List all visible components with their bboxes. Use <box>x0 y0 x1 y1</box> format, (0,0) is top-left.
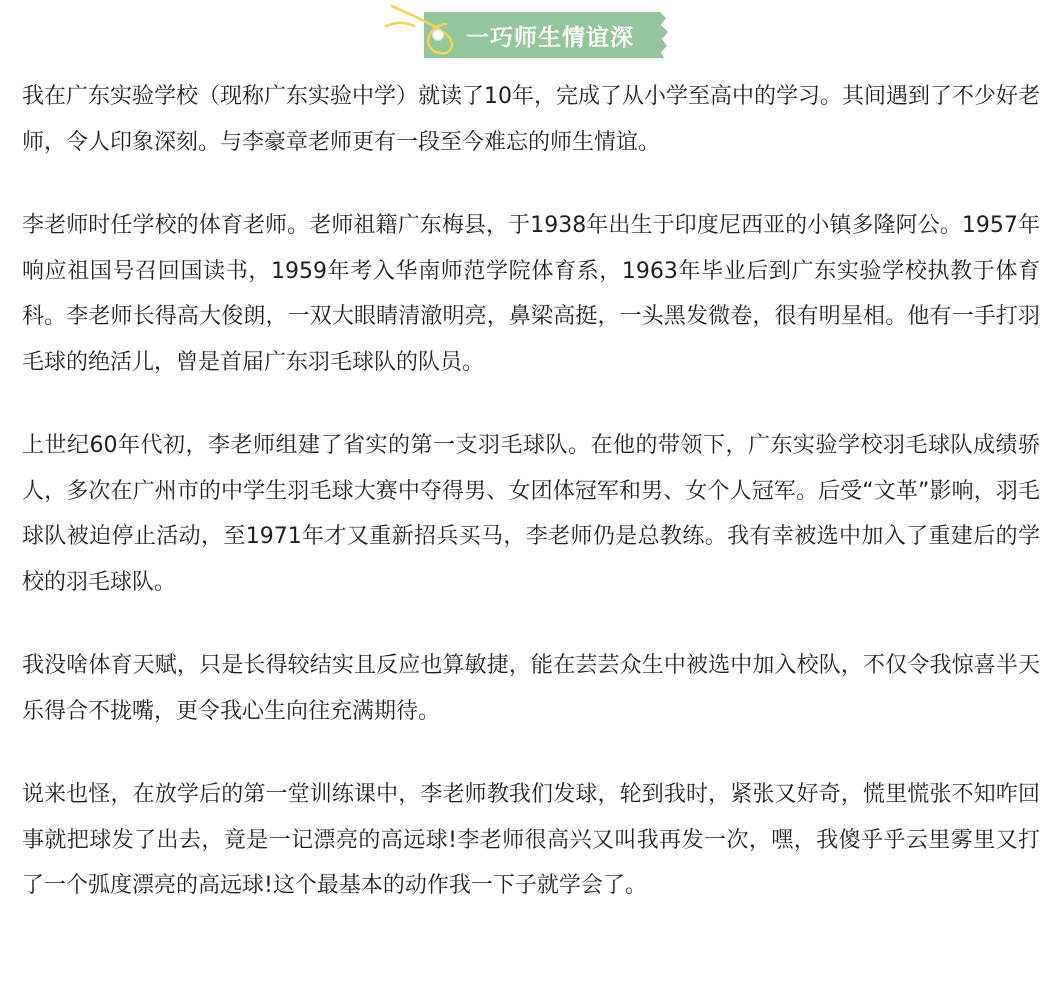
article-body <box>22 74 1040 947</box>
yellow-thread-tail-icon <box>386 23 414 26</box>
paragraph-selection: 我没啥体育天赋，只是长得较结实且反应也算敏捷，能在芸芸众生中被选中加入校队，不仅令我惊喜半天乐得合不拢嘴，更令我心生向往充满期待。 <box>22 653 1040 724</box>
title-banner <box>424 12 668 58</box>
paragraph-first-training: 说来也怪，在放学后的第一堂训练课中，李老师教我们发球，轮到我时，紧张又好奇，慌里慌张不知咋回事就把球发了出去，竟是一记漂亮的高远球!李老师很高兴又叫我再发一次，嘿，我傻乎乎云里雾里又打了一个弧度漂亮的高远球!这个最基本的动作我一下子就学会了。 <box>22 782 1040 898</box>
section-title: 一巧师生情谊深 <box>466 24 634 51</box>
paragraph-intro: 我在广东实验学校（现称广东实验中学）就读了10年，完成了从小学至高中的学习。其间遇到了不少好老师，令人印象深刻。与李豪章老师更有一段至今难忘的师生情谊。 <box>22 84 1040 155</box>
paragraph-badminton-team: 上世纪60年代初，李老师组建了省实的第一支羽毛球队。在他的带领下，广东实验学校羽毛球队成绩骄人，多次在广州市的中学生羽毛球大赛中夺得男、女团体冠军和男、女个人冠军。后受“文革”影响，羽毛球队被迫停止活动，至1971年才又重新招兵买马，李老师仍是总教练。我有幸被选中加入了重建后的学校的羽毛球队。 <box>22 433 1040 595</box>
paragraph-teacher-bio: 李老师时任学校的体育老师。老师祖籍广东梅县，于1938年出生于印度尼西亚的小镇多隆阿公。1957年响应祖国号召回国读书，1959年考入华南师范学院体育系，1963年毕业后到广东实验学校执教于体育科。李老师长得高大俊朗，一双大眼睛清澈明亮，鼻梁高挺，一头黑发微卷，很有明星相。他有一手打羽毛球的绝活儿，曾是首届广东羽毛球队的队员。 <box>22 213 1040 375</box>
section-header <box>0 0 1060 72</box>
